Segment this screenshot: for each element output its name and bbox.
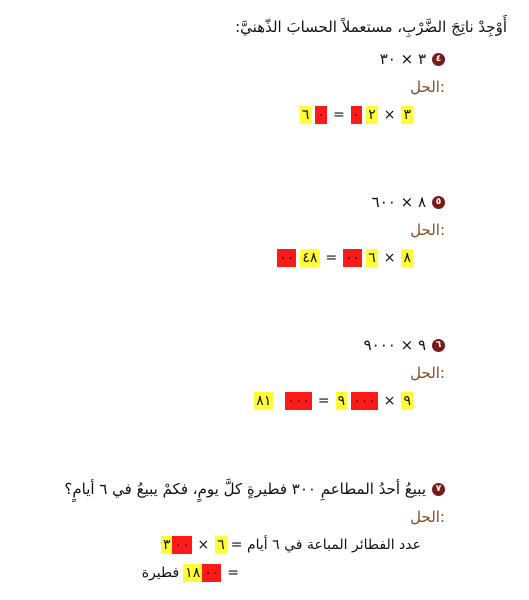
solution-label: الحل: (410, 508, 445, 526)
total-pies (183, 564, 221, 582)
question-expression: ٩ × ٩٠٠٠ (363, 336, 426, 354)
factor-b-digit: ٦ (368, 250, 376, 266)
question-5 (372, 193, 445, 211)
question-number-badge: ٦ (432, 339, 445, 352)
factor-a: ٨ (403, 250, 411, 266)
factor-b-zeros: ٠٠٠ (353, 393, 376, 409)
question-4 (380, 50, 445, 68)
factor-b-digit: ٩ (337, 393, 346, 409)
factor-b-zeros: ٠ (352, 107, 361, 123)
question-number-badge: ٤ (432, 53, 445, 66)
product-digit: ٨١ (256, 393, 272, 409)
factor-a: ٣ (403, 107, 411, 123)
solution-row (300, 106, 413, 124)
solution-label: الحل: (410, 221, 445, 239)
question-7 (64, 480, 445, 498)
word-problem-text: يبيعُ أحدُ المطاعمِ ٣٠٠ فطيرةٍ كلَّ يومٍ، فكمْ يبيعُ في ٦ أيامٍ؟ (64, 480, 426, 498)
multiply-sign: × (383, 107, 396, 123)
multiply-sign: × (383, 250, 396, 266)
question-number-badge: ٥ (432, 196, 445, 209)
product-digit: ٤٨ (302, 250, 318, 266)
solution-label: الحل: (410, 364, 445, 382)
pies-per-day (161, 536, 192, 554)
solution-label: الحل: (410, 78, 445, 96)
factor-b-digit: ٢ (368, 107, 376, 123)
unit-label: فطيرة (141, 565, 180, 581)
pies-zeros: ٠٠ (174, 537, 190, 553)
product-zeros: ٠٠ (279, 250, 295, 266)
equals-sign: = (332, 107, 345, 123)
question-number-badge: ٧ (432, 483, 445, 496)
solution-row (254, 392, 413, 410)
equals-sign: = (325, 250, 338, 266)
page-title: أَوْجِدْ ناتِجَ الضَّرْبِ، مستعملاً الحسابَ الذّهنيَّ: (235, 18, 507, 36)
product-zeros: ٠ (317, 107, 325, 123)
equals-sign: = (317, 393, 330, 409)
question-expression: ٨ × ٦٠٠ (371, 193, 426, 211)
question-6 (364, 336, 445, 354)
days-count: ٦ (217, 537, 225, 553)
factor-b-zeros: ٠٠ (345, 250, 361, 266)
product-zeros: ٠٠٠ (287, 393, 310, 409)
solution-line-1 (161, 536, 421, 554)
pies-digit: ٣ (162, 537, 171, 553)
multiply-sign: × (383, 393, 396, 409)
equals-sign: = (227, 565, 239, 581)
solution-statement: عدد الفطائر المباعة في ٦ أيام = (230, 537, 421, 553)
solution-line-2 (142, 564, 241, 582)
question-expression: ٣ × ٣٠ (379, 50, 426, 68)
total-zeros: ٠٠ (204, 565, 220, 581)
solution-row (277, 249, 413, 267)
factor-a: ٩ (403, 393, 411, 409)
total-digits: ١٨ (185, 565, 201, 581)
multiply-sign: × (197, 537, 210, 553)
product-digit: ٦ (301, 107, 310, 123)
